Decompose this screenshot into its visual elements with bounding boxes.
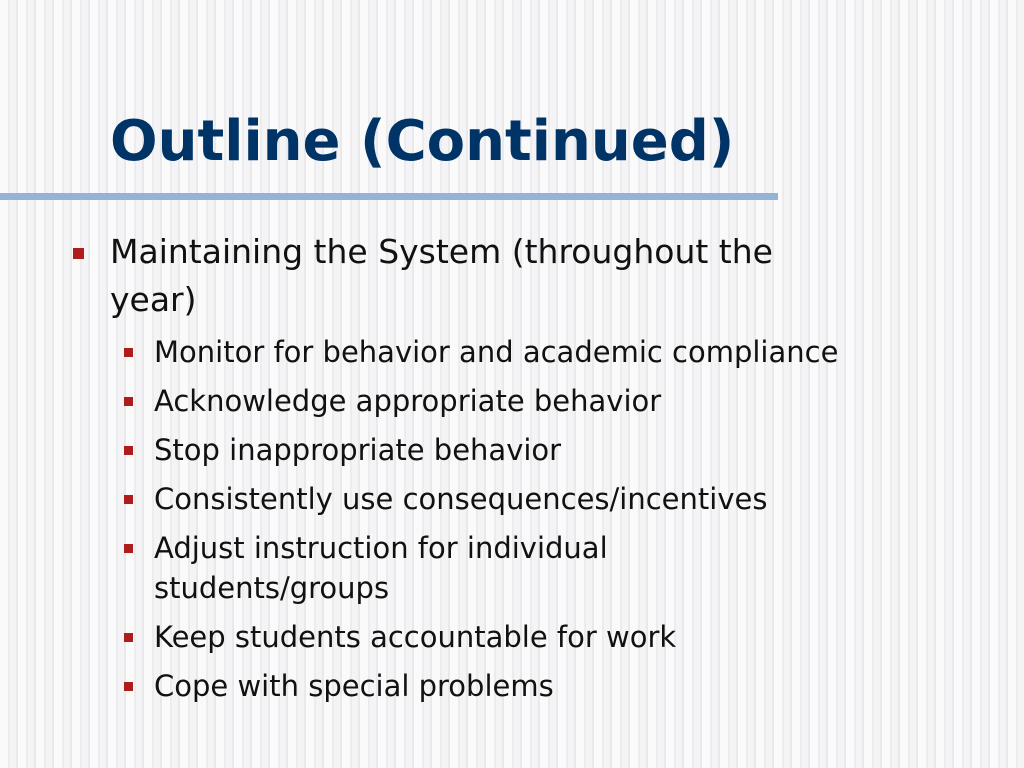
sub-bullet-text: Cope with special problems bbox=[154, 669, 554, 703]
square-bullet-icon bbox=[124, 633, 133, 642]
sub-bullet-text-line2: students/groups bbox=[154, 571, 390, 605]
sub-bullet-text-line1: Adjust instruction for individual bbox=[154, 531, 608, 565]
sub-bullet-text: Acknowledge appropriate behavior bbox=[154, 384, 662, 418]
main-bullet-text-line1: Maintaining the System (throughout the bbox=[110, 232, 773, 271]
sub-bullet-list bbox=[0, 332, 1024, 706]
square-bullet-icon bbox=[124, 348, 133, 357]
sub-bullet-item bbox=[0, 479, 954, 519]
square-bullet-icon bbox=[124, 495, 133, 504]
sub-bullet-item bbox=[0, 381, 954, 421]
sub-bullet-item bbox=[0, 617, 954, 657]
square-bullet-icon bbox=[124, 544, 133, 553]
sub-bullet-text: Keep students accountable for work bbox=[154, 620, 677, 654]
square-bullet-icon bbox=[124, 446, 133, 455]
square-bullet-icon bbox=[124, 397, 133, 406]
sub-bullet-item bbox=[0, 430, 954, 470]
main-bullet-text-line2: year) bbox=[110, 280, 197, 319]
main-bullet-item bbox=[0, 228, 950, 324]
slide-content bbox=[0, 228, 1024, 715]
sub-bullet-item bbox=[0, 528, 954, 608]
square-bullet-icon bbox=[73, 248, 84, 259]
title-underline bbox=[0, 193, 778, 200]
slide-title: Outline (Continued) bbox=[110, 109, 735, 174]
sub-bullet-text: Consistently use consequences/incentives bbox=[154, 482, 768, 516]
sub-bullet-text: Monitor for behavior and academic compliance bbox=[154, 335, 839, 369]
sub-bullet-item bbox=[0, 332, 954, 372]
sub-bullet-item bbox=[0, 666, 954, 706]
sub-bullet-text: Stop inappropriate behavior bbox=[154, 433, 562, 467]
square-bullet-icon bbox=[124, 682, 133, 691]
